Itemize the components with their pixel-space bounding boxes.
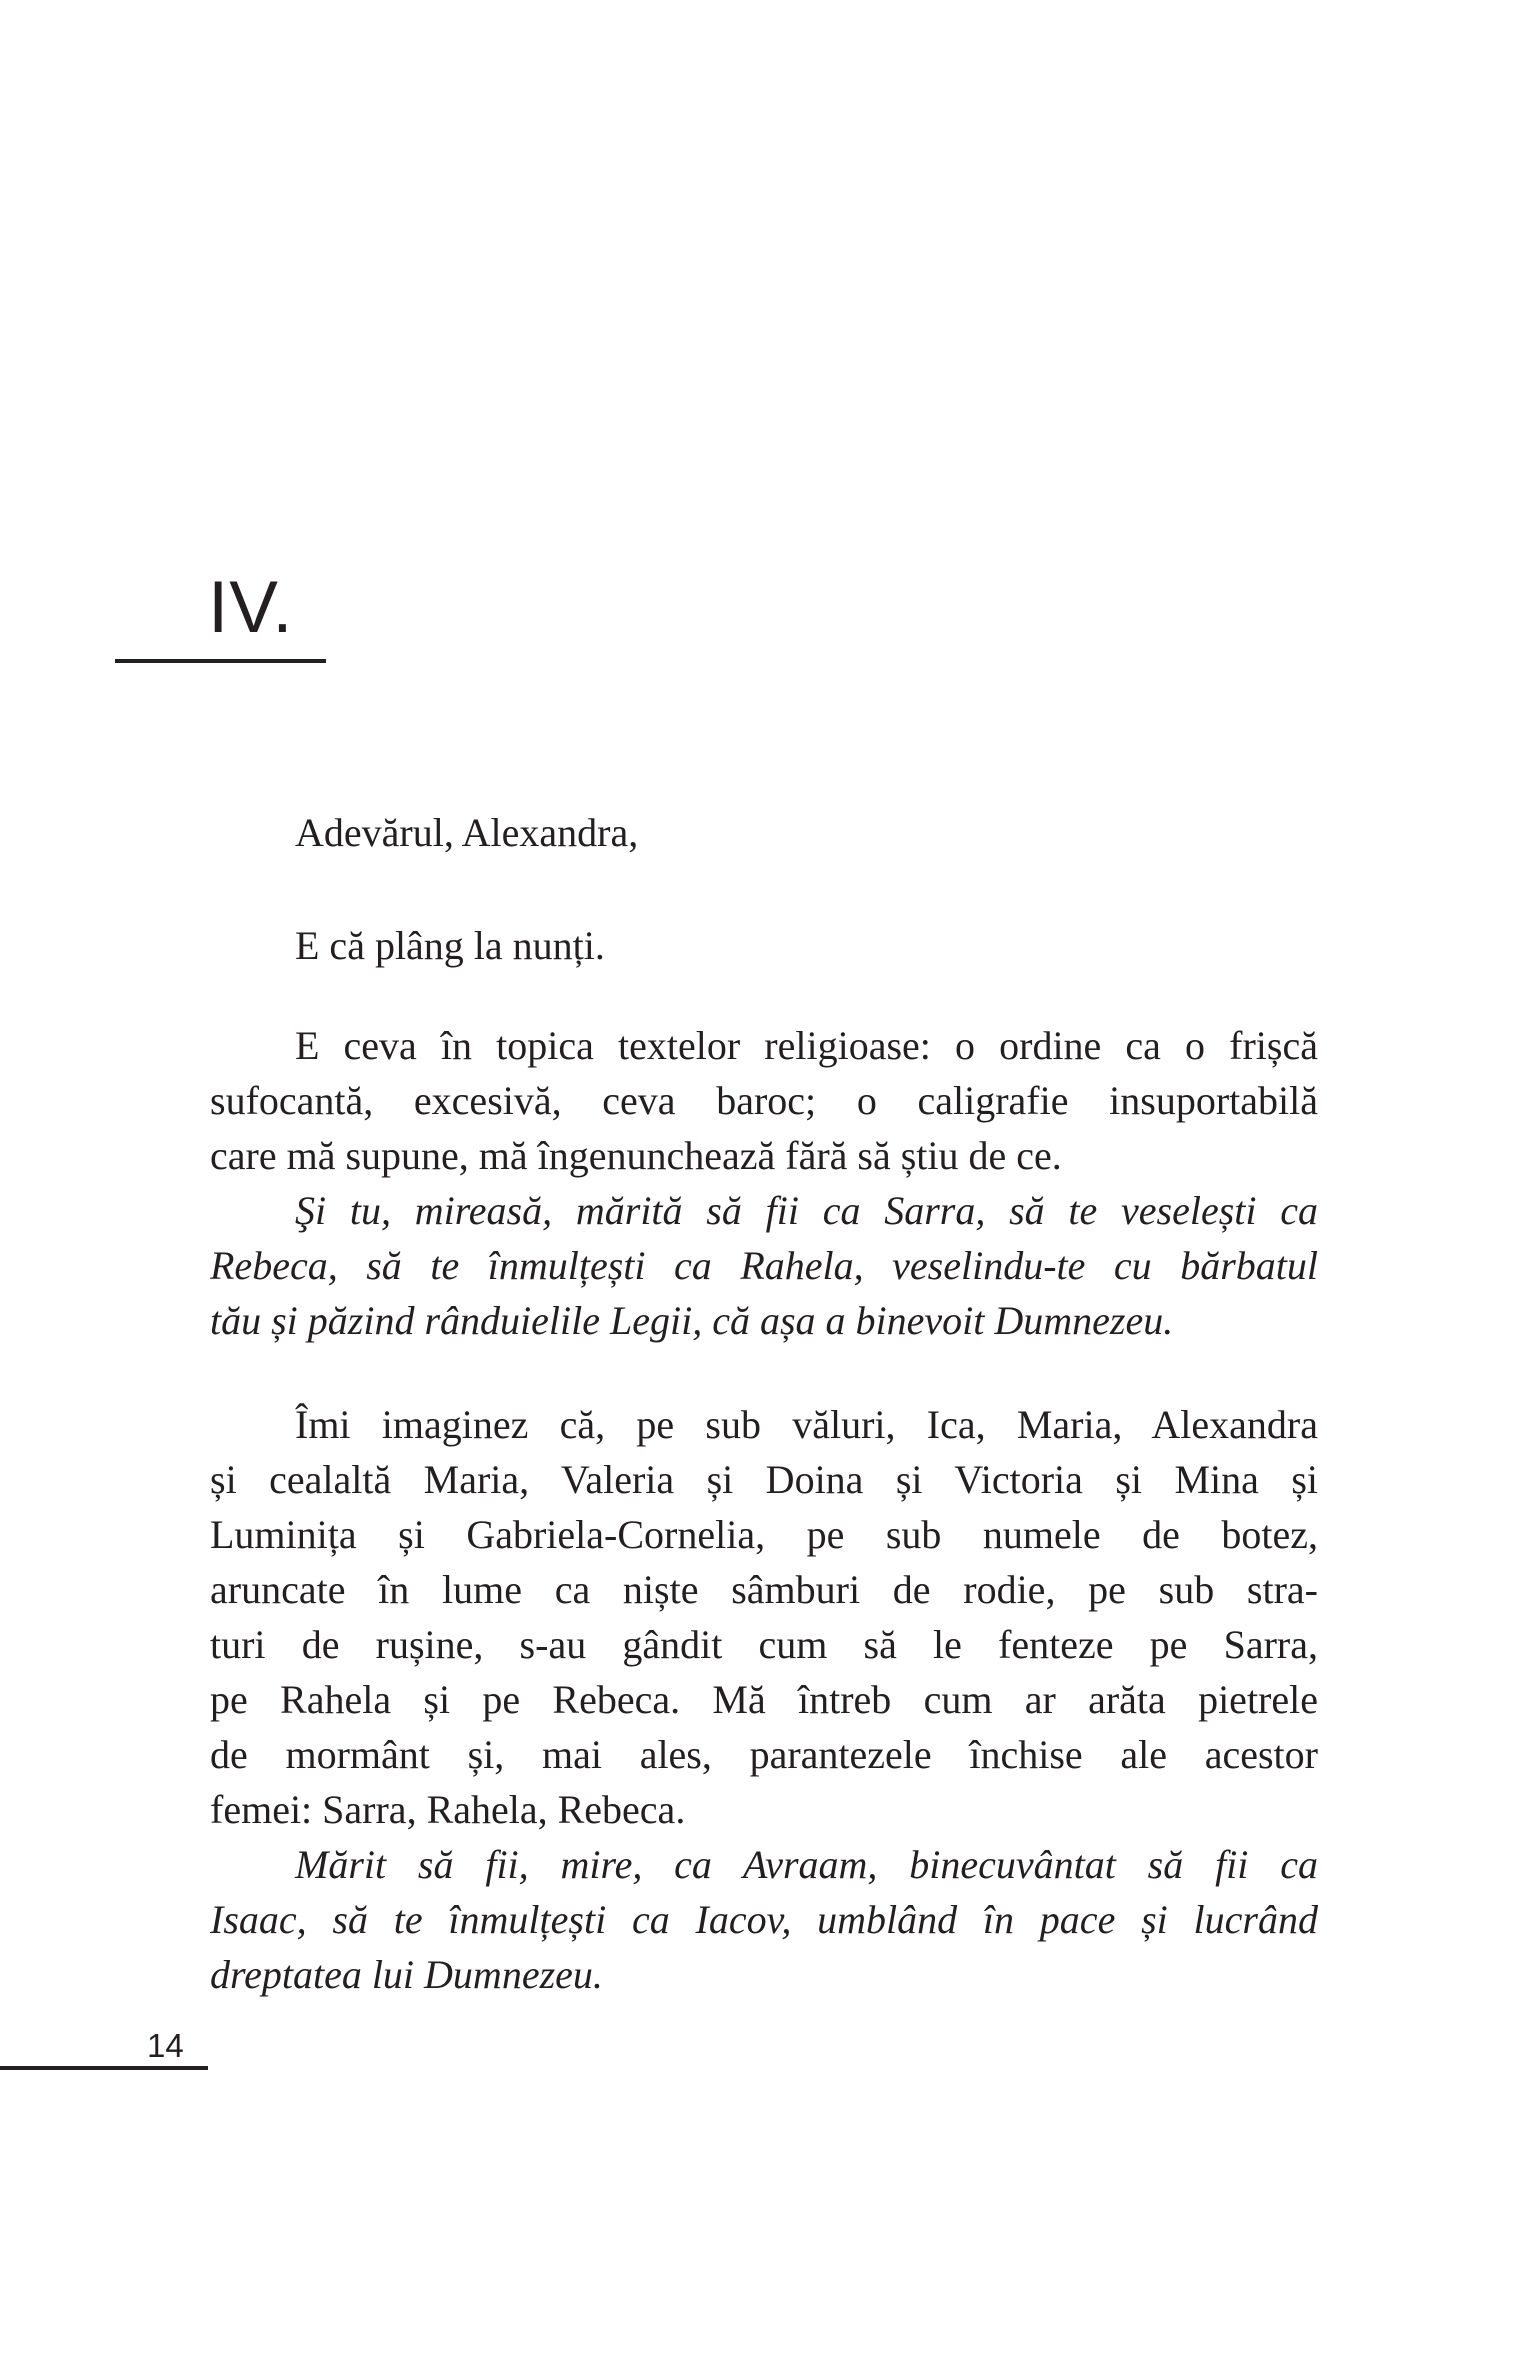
text-line: Îmi imaginez că, pe sub văluri, Ica, Maria, Alexandra [295,1402,1318,1447]
chapter-number: IV. [208,567,294,648]
text-line: Luminița și Gabriela-Cornelia, pe sub numele de botez, [210,1512,1318,1557]
text-line: Şi tu, mireasă, mărită să fii ca Sarra, să te veselești ca [295,1188,1318,1233]
chapter-rule [115,659,326,663]
text-line: femei: Sarra, Rahela, Rebeca. [210,1787,686,1832]
text-line: E că plâng la nunți. [295,923,605,968]
paragraph-statement [210,918,1318,973]
paragraph-salutation [210,805,1318,860]
text-line: E ceva în topica textelor religioase: o ordine ca o frișcă [295,1023,1318,1068]
text-line: Rebeca, să te înmulțești ca Rahela, veselindu-te cu bărbatul [210,1243,1318,1288]
text-line: turi de rușine, s-au gândit cum să le fenteze pe Sarra, [210,1622,1318,1667]
text-line: dreptatea lui Dumnezeu. [210,1952,603,1997]
page-number: 14 [147,2027,184,2064]
text-line: pe Rahela și pe Rebeca. Mă întreb cum ar arăta pietrele [210,1677,1318,1722]
text-line: și cealaltă Maria, Valeria și Doina și Victoria și Mina și [210,1457,1318,1502]
text-line: tău și păzind rânduielile Legii, că așa a binevoit Dumnezeu. [210,1298,1174,1343]
text-line: Adevărul, Alexandra, [295,810,639,855]
paragraph-quote [210,1837,1318,2002]
text-line: sufocantă, excesivă, ceva baroc; o caligrafie insuportabilă [210,1078,1318,1123]
text-line: care mă supune, mă îngenunchează fără să știu de ce. [210,1133,1062,1178]
body-text-block [210,805,1318,2002]
text-line: Mărit să fii, mire, ca Avraam, binecuvântat să fii ca [295,1842,1318,1887]
paragraph-quote [210,1183,1318,1348]
footer-rule [0,2066,208,2070]
paragraph [210,1397,1318,1837]
text-line: Isaac, să te înmulțești ca Iacov, umblând în pace și lucrând [210,1897,1318,1942]
paragraph [210,1018,1318,1183]
text-line: de mormânt și, mai ales, parantezele închise ale acestor [210,1732,1318,1777]
text-line: aruncate în lume ca niște sâmburi de rodie, pe sub stra- [210,1567,1318,1612]
